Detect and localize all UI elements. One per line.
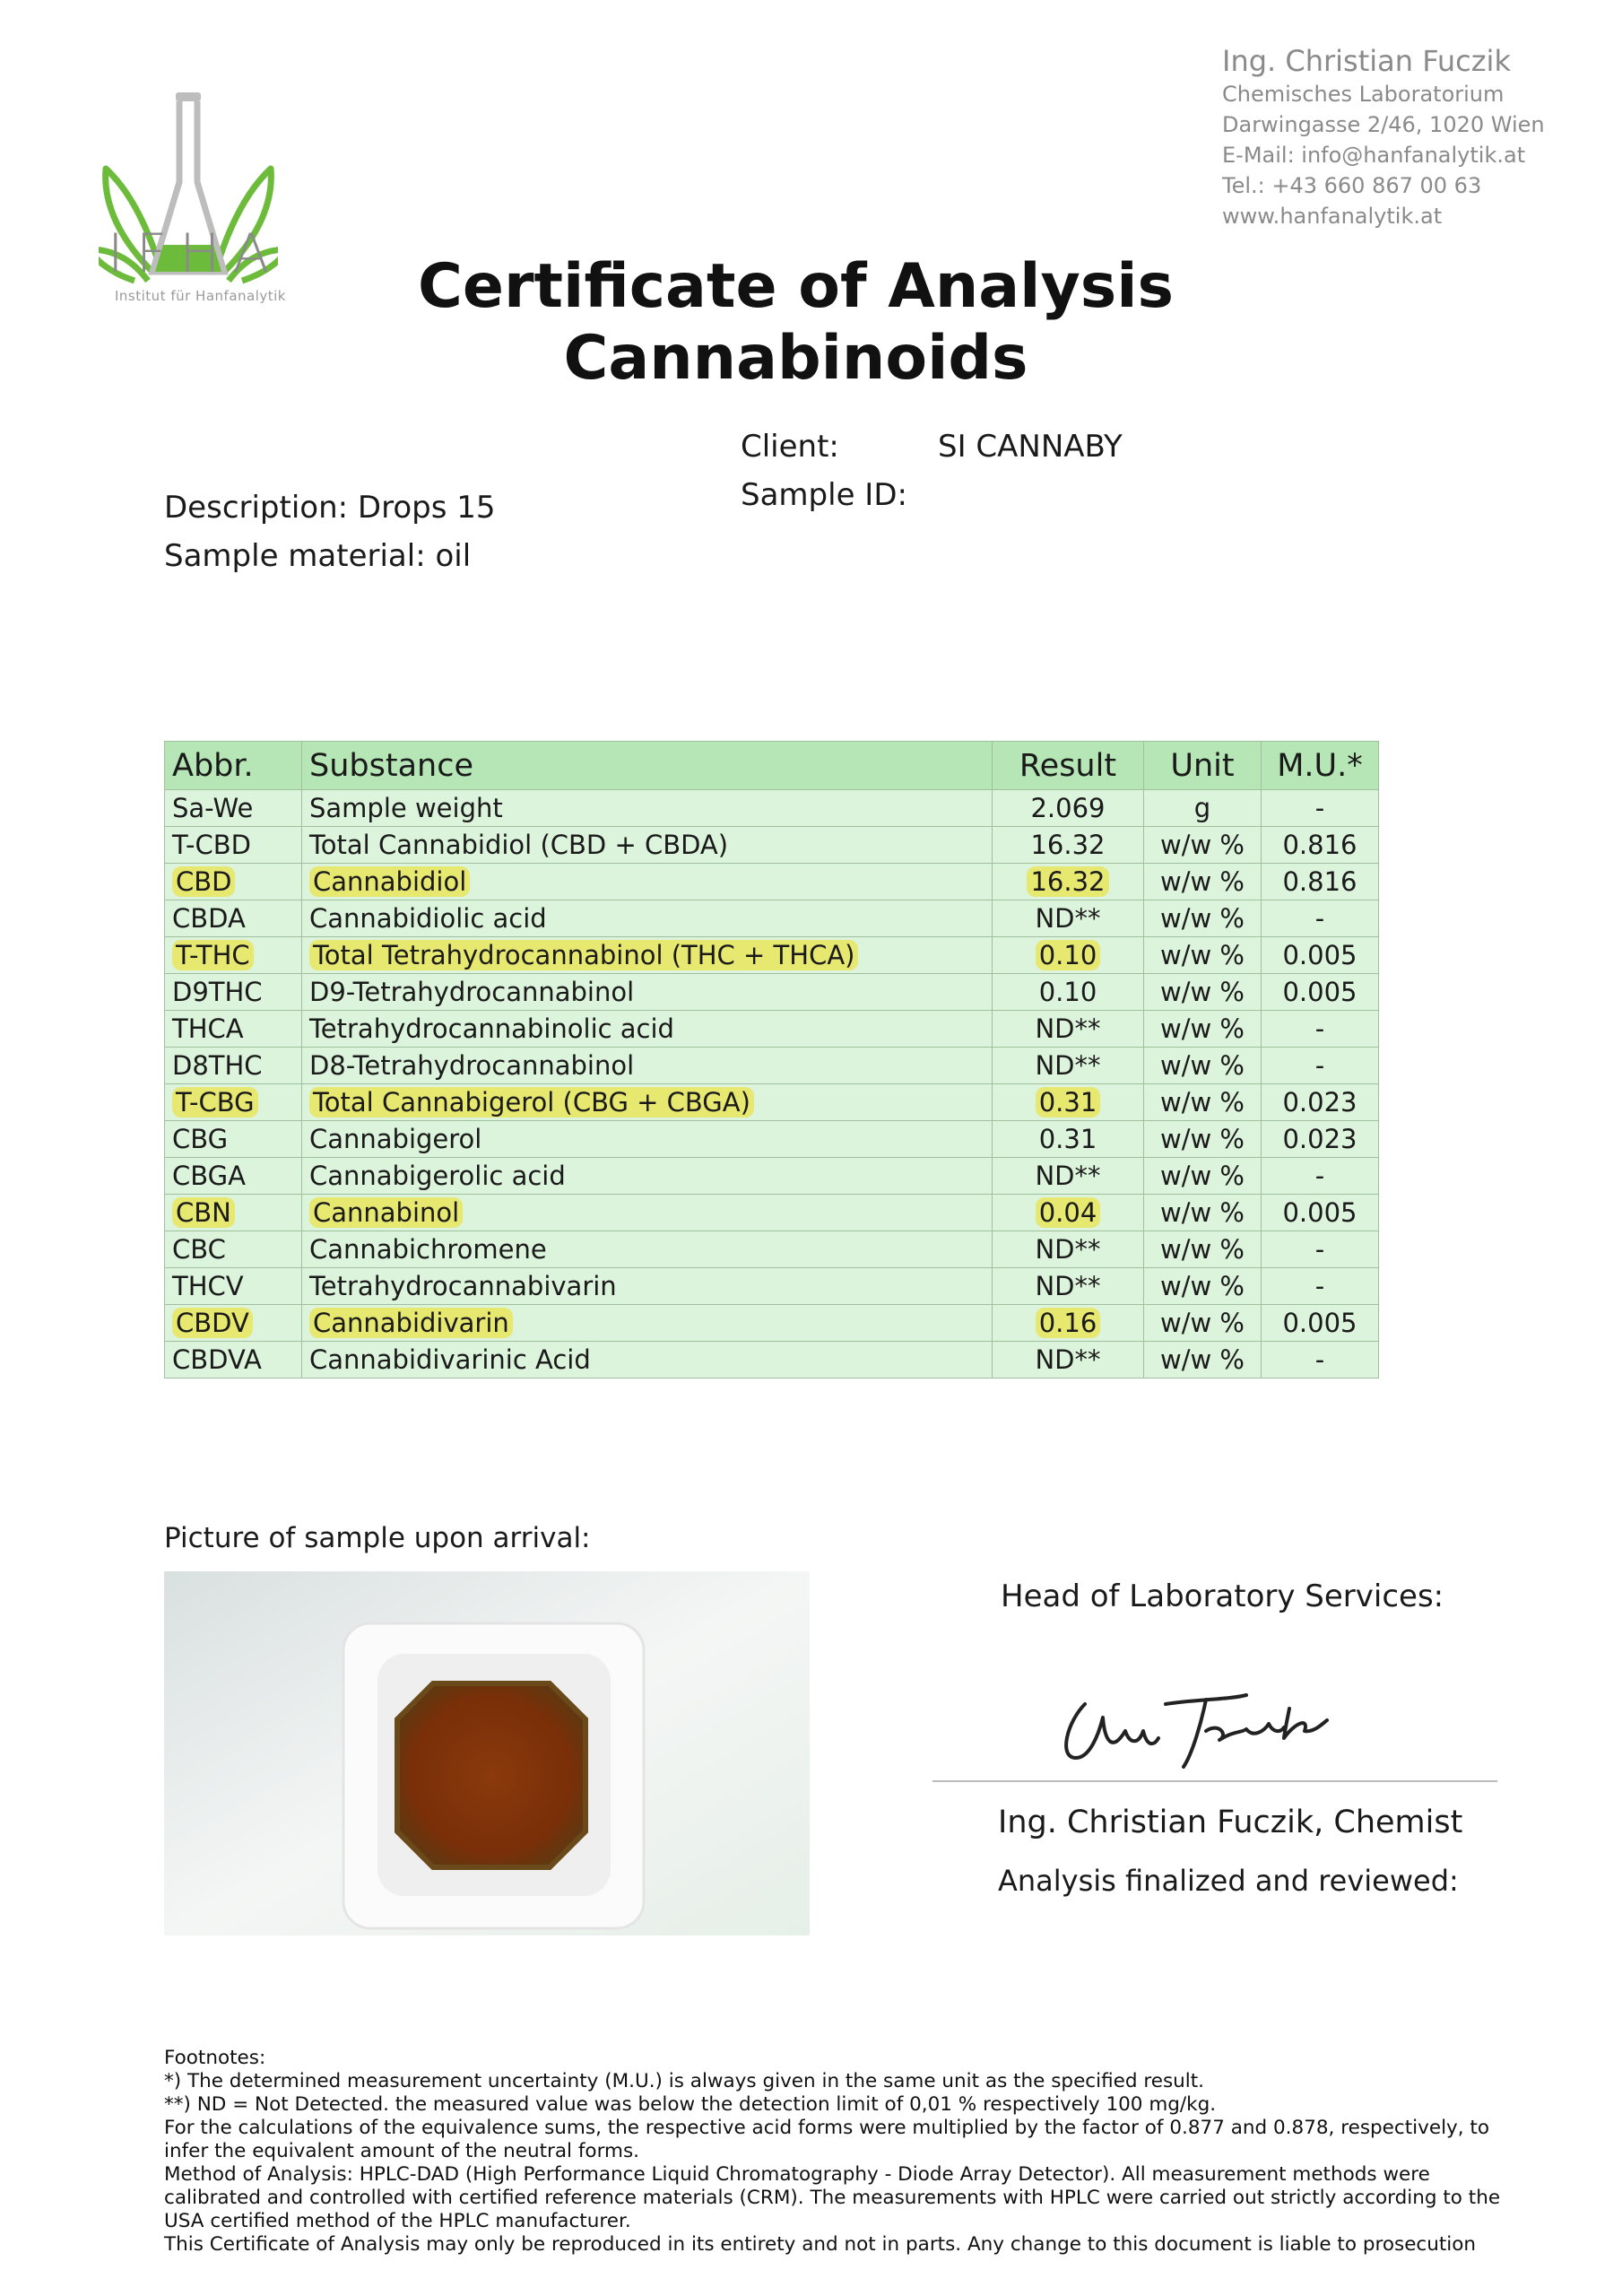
cell-unit-text: g	[1193, 793, 1211, 823]
cell-result-text: ND**	[1035, 1050, 1101, 1081]
cell-mu	[1262, 790, 1379, 827]
sample-id-label: Sample ID:	[741, 477, 907, 513]
footnote-4: Method of Analysis: HPLC-DAD (High Performance Liquid Chromatography - Diode Array Detector). All measurement methods were calibrated and controlled with certified reference materials (CRM). The measurements with HPLC were carried out strictly according to the USA certified method of the HPLC manufacturer.	[164, 2163, 1501, 2232]
header-unit: Unit	[1144, 742, 1262, 790]
cell-result	[993, 1342, 1144, 1378]
cell-abbr-text: CBG	[172, 1124, 229, 1154]
cell-substance-text: D8-Tetrahydrocannabinol	[309, 1050, 635, 1081]
cell-abbr-text: CBGA	[172, 1161, 246, 1191]
cell-unit-text: w/w %	[1160, 1124, 1245, 1154]
table-row	[165, 864, 1379, 900]
footnotes-heading: Footnotes:	[164, 2047, 266, 2069]
cell-abbr	[165, 1342, 302, 1378]
cell-unit-text: w/w %	[1160, 940, 1245, 970]
footnote-5: This Certificate of Analysis may only be reproduced in its entirety and not in parts. Any change to this document is liable to prosecution	[164, 2233, 1477, 2256]
table-row	[165, 1268, 1379, 1305]
cell-mu-text: -	[1314, 1013, 1325, 1044]
sample-material: Sample material: oil	[164, 538, 472, 574]
title-line-1: Certificate of Analysis	[417, 251, 1175, 322]
cell-substance-text: Total Tetrahydrocannabinol (THC + THCA)	[309, 940, 858, 970]
cell-substance	[302, 1084, 993, 1121]
description: Description: Drops 15	[164, 490, 496, 526]
cell-unit	[1144, 1342, 1262, 1378]
cell-mu-text: 0.023	[1282, 1087, 1357, 1118]
cell-unit	[1144, 1305, 1262, 1342]
cell-substance	[302, 1305, 993, 1342]
cell-substance-text: Cannabidiolic acid	[309, 903, 547, 934]
cell-abbr-text: CBDA	[172, 903, 246, 934]
lab-name: Ing. Christian Fuczik	[1222, 44, 1511, 78]
client-value: SI CANNABY	[938, 429, 1123, 465]
cell-abbr-text: CBDVA	[172, 1344, 262, 1375]
analysis-finalized: Analysis finalized and reviewed:	[998, 1864, 1459, 1898]
table-row	[165, 1158, 1379, 1195]
table-row	[165, 1011, 1379, 1048]
cell-substance-text: D9-Tetrahydrocannabinol	[309, 977, 635, 1007]
cell-mu	[1262, 974, 1379, 1011]
cell-result	[993, 1011, 1144, 1048]
cell-abbr	[165, 790, 302, 827]
table-row	[165, 974, 1379, 1011]
cell-substance	[302, 827, 993, 864]
cell-substance	[302, 1011, 993, 1048]
cell-abbr-text: CBC	[172, 1234, 226, 1265]
cell-result-text: ND**	[1035, 1271, 1101, 1301]
cell-mu-text: -	[1314, 903, 1325, 934]
cell-result	[993, 1121, 1144, 1158]
table-row	[165, 1195, 1379, 1231]
header-abbr: Abbr.	[165, 742, 302, 790]
header-mu: M.U.*	[1262, 742, 1379, 790]
cell-mu-text: -	[1314, 1344, 1325, 1375]
cell-abbr-text: T-CBG	[172, 1087, 258, 1118]
table-row	[165, 1084, 1379, 1121]
lab-line-2: Darwingasse 2/46, 1020 Wien	[1222, 112, 1545, 137]
cell-abbr	[165, 1048, 302, 1084]
logo-subtitle: Institut für Hanfanalytik	[115, 288, 286, 304]
cell-mu	[1262, 1084, 1379, 1121]
cell-mu	[1262, 900, 1379, 937]
cell-result-text: 16.32	[1030, 830, 1106, 860]
cell-result	[993, 1084, 1144, 1121]
cell-result-text: 0.16	[1036, 1308, 1101, 1338]
cell-unit	[1144, 864, 1262, 900]
table-row	[165, 827, 1379, 864]
table-row	[165, 1231, 1379, 1268]
cell-substance	[302, 937, 993, 974]
client-label: Client:	[741, 429, 839, 465]
cell-result-text: 2.069	[1030, 793, 1106, 823]
cell-unit	[1144, 900, 1262, 937]
results-table	[164, 741, 1379, 1378]
cell-abbr	[165, 864, 302, 900]
cell-mu	[1262, 1305, 1379, 1342]
cell-abbr	[165, 1305, 302, 1342]
cell-result-text: ND**	[1035, 903, 1101, 934]
cell-result	[993, 900, 1144, 937]
cell-result	[993, 827, 1144, 864]
cell-result-text: 0.04	[1036, 1197, 1101, 1228]
cell-substance-text: Cannabigerol	[309, 1124, 482, 1154]
cell-unit	[1144, 1121, 1262, 1158]
cell-substance-text: Sample weight	[309, 793, 503, 823]
cell-mu	[1262, 1011, 1379, 1048]
cell-mu	[1262, 1121, 1379, 1158]
cell-substance-text: Tetrahydrocannabinolic acid	[309, 1013, 674, 1044]
cell-unit-text: w/w %	[1160, 830, 1245, 860]
cell-substance	[302, 1158, 993, 1195]
cell-unit-text: w/w %	[1160, 866, 1245, 897]
cell-unit-text: w/w %	[1160, 1013, 1245, 1044]
cell-substance	[302, 1268, 993, 1305]
cell-result	[993, 937, 1144, 974]
cell-substance-text: Cannabinol	[309, 1197, 463, 1228]
cell-substance-text: Total Cannabidiol (CBD + CBDA)	[309, 830, 729, 860]
cell-result-text: ND**	[1035, 1344, 1101, 1375]
cell-substance	[302, 864, 993, 900]
signature-line	[932, 1780, 1497, 1782]
cell-substance-text: Cannabidivarinic Acid	[309, 1344, 591, 1375]
cell-result-text: 16.32	[1027, 866, 1108, 897]
head-of-lab-label: Head of Laboratory Services:	[1001, 1578, 1444, 1614]
cell-substance	[302, 1048, 993, 1084]
cell-abbr-text: D8THC	[172, 1050, 263, 1081]
lab-website: www.hanfanalytik.at	[1222, 204, 1443, 229]
cell-unit-text: w/w %	[1160, 1050, 1245, 1081]
table-row	[165, 1342, 1379, 1378]
lab-address-block	[1222, 43, 1545, 231]
cell-unit-text: w/w %	[1160, 903, 1245, 934]
cell-abbr-text: Sa-We	[172, 793, 254, 823]
cell-result	[993, 1195, 1144, 1231]
cell-mu-text: -	[1314, 1050, 1325, 1081]
table-row	[165, 1121, 1379, 1158]
cell-substance	[302, 1342, 993, 1378]
cell-abbr-text: CBN	[172, 1197, 235, 1228]
cell-mu	[1262, 1268, 1379, 1305]
cell-abbr-text: THCA	[172, 1013, 244, 1044]
header-result: Result	[993, 742, 1144, 790]
cell-unit	[1144, 827, 1262, 864]
lab-line-1: Chemisches Laboratorium	[1222, 82, 1505, 107]
cell-abbr	[165, 1158, 302, 1195]
cell-substance-text: Cannabidivarin	[309, 1308, 513, 1338]
table-row	[165, 790, 1379, 827]
cell-unit	[1144, 1268, 1262, 1305]
cell-substance-text: Tetrahydrocannabivarin	[309, 1271, 617, 1301]
cell-result-text: 0.31	[1038, 1124, 1097, 1154]
cell-mu	[1262, 1048, 1379, 1084]
document-title	[0, 251, 1592, 395]
cell-mu-text: 0.005	[1282, 940, 1357, 970]
lab-phone: Tel.: +43 660 867 00 63	[1222, 173, 1482, 198]
header-substance: Substance	[302, 742, 993, 790]
footnote-1: *) The determined measurement uncertainty (M.U.) is always given in the same unit as the specified result.	[164, 2070, 1205, 2092]
cell-mu	[1262, 1195, 1379, 1231]
lab-email: E-Mail: info@hanfanalytik.at	[1222, 143, 1526, 168]
cell-result	[993, 864, 1144, 900]
cell-result	[993, 1305, 1144, 1342]
footnotes	[164, 2047, 1527, 2257]
cell-result-text: 0.10	[1038, 977, 1097, 1007]
cell-abbr	[165, 1268, 302, 1305]
cell-mu-text: 0.005	[1282, 1308, 1357, 1338]
cell-abbr-text: CBD	[172, 866, 235, 897]
cell-substance	[302, 1121, 993, 1158]
cell-abbr-text: CBDV	[172, 1308, 253, 1338]
cell-unit	[1144, 1195, 1262, 1231]
cell-result	[993, 790, 1144, 827]
cell-unit	[1144, 937, 1262, 974]
cell-mu-text: -	[1314, 793, 1325, 823]
cell-unit-text: w/w %	[1160, 1087, 1245, 1118]
cell-abbr	[165, 1084, 302, 1121]
cell-result-text: 0.10	[1036, 940, 1101, 970]
cell-substance	[302, 974, 993, 1011]
cell-result-text: ND**	[1035, 1161, 1101, 1191]
cell-substance	[302, 790, 993, 827]
cell-abbr-text: D9THC	[172, 977, 263, 1007]
picture-label: Picture of sample upon arrival:	[164, 1522, 591, 1554]
cell-result-text: ND**	[1035, 1234, 1101, 1265]
cell-abbr	[165, 900, 302, 937]
signature	[1049, 1668, 1354, 1776]
cell-mu-text: 0.023	[1282, 1124, 1357, 1154]
cell-mu	[1262, 1158, 1379, 1195]
cell-result	[993, 1231, 1144, 1268]
footnote-2: **) ND = Not Detected. the measured value was below the detection limit of 0,01 % respectively 100 mg/kg.	[164, 2093, 1217, 2116]
cell-unit-text: w/w %	[1160, 1271, 1245, 1301]
cell-unit-text: w/w %	[1160, 1344, 1245, 1375]
cell-mu	[1262, 864, 1379, 900]
chemist-name: Ing. Christian Fuczik, Chemist	[998, 1805, 1463, 1840]
cell-unit	[1144, 974, 1262, 1011]
cell-unit	[1144, 790, 1262, 827]
cell-unit	[1144, 1084, 1262, 1121]
cell-substance	[302, 1195, 993, 1231]
cell-result	[993, 1158, 1144, 1195]
cell-abbr	[165, 827, 302, 864]
cell-result-text: ND**	[1035, 1013, 1101, 1044]
cell-substance-text: Total Cannabigerol (CBG + CBGA)	[309, 1087, 754, 1118]
cell-substance-text: Cannabigerolic acid	[309, 1161, 566, 1191]
cell-mu-text: 0.005	[1282, 977, 1357, 1007]
cell-substance	[302, 1231, 993, 1268]
cell-unit-text: w/w %	[1160, 977, 1245, 1007]
table-row	[165, 900, 1379, 937]
cell-abbr	[165, 1121, 302, 1158]
cell-unit-text: w/w %	[1160, 1234, 1245, 1265]
cell-result-text: 0.31	[1036, 1087, 1101, 1118]
cell-mu-text: -	[1314, 1234, 1325, 1265]
cell-substance	[302, 900, 993, 937]
sample-photo	[164, 1571, 810, 1935]
table-row	[165, 937, 1379, 974]
cell-abbr	[165, 974, 302, 1011]
cell-unit	[1144, 1011, 1262, 1048]
cell-mu	[1262, 1231, 1379, 1268]
cell-abbr	[165, 1231, 302, 1268]
cell-unit-text: w/w %	[1160, 1161, 1245, 1191]
cell-mu-text: 0.005	[1282, 1197, 1357, 1228]
cell-unit-text: w/w %	[1160, 1308, 1245, 1338]
cell-abbr-text: T-THC	[172, 940, 254, 970]
title-line-2: Cannabinoids	[563, 323, 1028, 394]
cell-result	[993, 1268, 1144, 1305]
cell-mu	[1262, 937, 1379, 974]
cell-abbr	[165, 1011, 302, 1048]
cell-abbr-text: THCV	[172, 1271, 244, 1301]
cell-mu-text: -	[1314, 1271, 1325, 1301]
cell-mu	[1262, 1342, 1379, 1378]
cell-abbr	[165, 937, 302, 974]
table-header-row	[165, 742, 1379, 790]
cell-result	[993, 974, 1144, 1011]
cell-mu	[1262, 827, 1379, 864]
cell-substance-text: Cannabichromene	[309, 1234, 547, 1265]
cell-unit	[1144, 1231, 1262, 1268]
cell-mu-text: 0.816	[1282, 866, 1357, 897]
table-row	[165, 1305, 1379, 1342]
cell-substance-text: Cannabidiol	[309, 866, 470, 897]
cell-unit-text: w/w %	[1160, 1197, 1245, 1228]
cell-unit	[1144, 1048, 1262, 1084]
cell-unit	[1144, 1158, 1262, 1195]
footnote-3: For the calculations of the equivalence sums, the respective acid forms were multiplied by the factor of 0.877 and 0.878, respectively, to infer the equivalent amount of the neutral forms.	[164, 2117, 1490, 2162]
logo-wordmark: IFHA	[108, 222, 282, 285]
cell-mu-text: -	[1314, 1161, 1325, 1191]
cell-result	[993, 1048, 1144, 1084]
cell-abbr-text: T-CBD	[172, 830, 251, 860]
table-row	[165, 1048, 1379, 1084]
cell-abbr	[165, 1195, 302, 1231]
cell-mu-text: 0.816	[1282, 830, 1357, 860]
